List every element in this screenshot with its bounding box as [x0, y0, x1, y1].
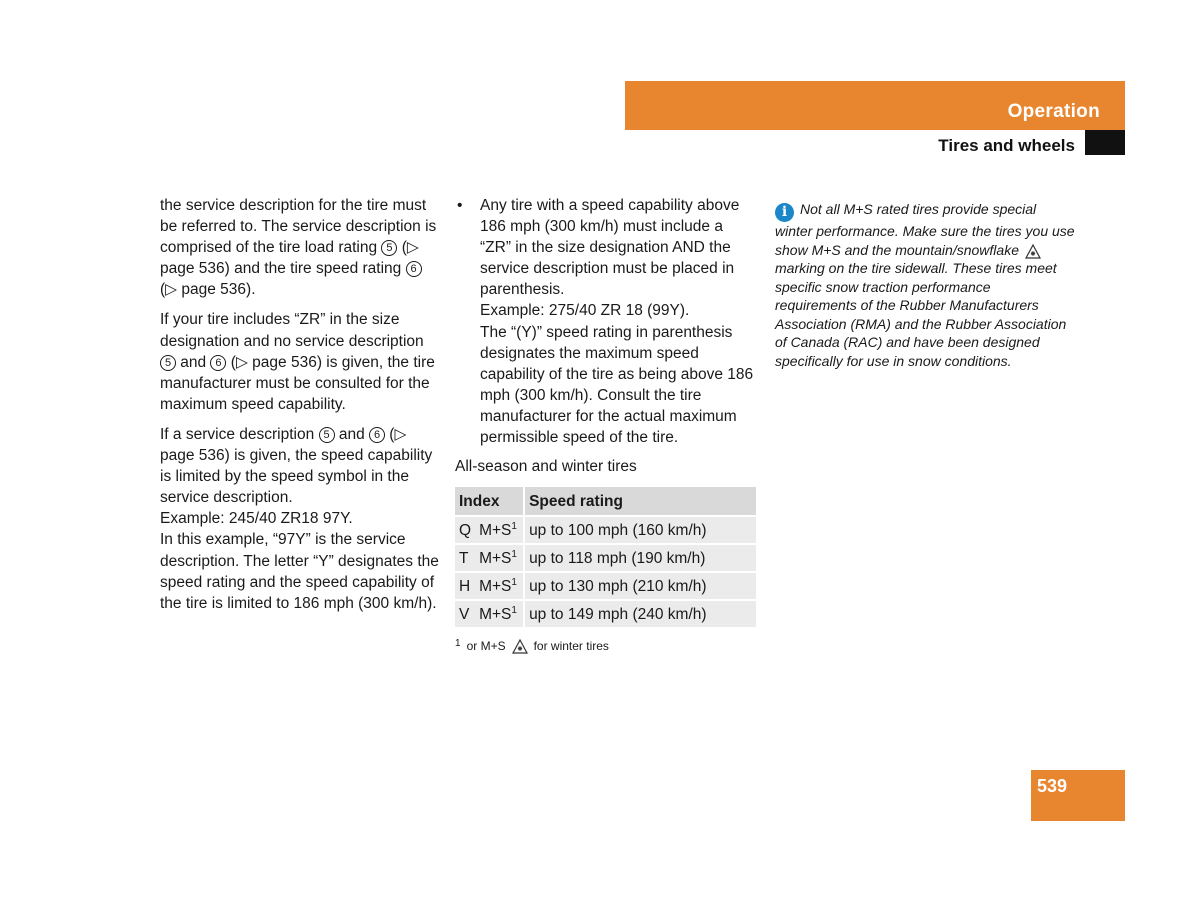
mountain-snowflake-icon	[512, 638, 528, 654]
index-letter: V	[455, 600, 475, 628]
footnote-ref: 1	[511, 520, 517, 532]
speed-rating: up to 130 mph (210 km/h)	[524, 572, 756, 600]
column-header-speed-rating: Speed rating	[524, 487, 756, 516]
footnote-ref: 1	[511, 576, 517, 588]
index-letter: T	[455, 544, 475, 572]
callout-number: 6	[406, 261, 422, 277]
callout-number: 6	[210, 355, 226, 371]
table-row	[455, 544, 756, 572]
mountain-snowflake-icon	[1025, 243, 1041, 259]
subsection-marker	[1085, 130, 1125, 155]
paragraph-speed-symbol: If a service description 5 and 6 (▷ page 536) is given, the speed capability is limited by the speed symbol in the service description. Example: 245/40 ZR18 97Y. In this example, “97Y” is the service description. The letter “Y” designates the speed rating and the speed capability of the tire is limited to 186 mph (300 km/h).	[160, 425, 439, 612]
footnote-number: 1	[455, 638, 461, 650]
callout-number: 6	[369, 427, 385, 443]
table-header-row	[455, 487, 756, 516]
example-text: Example: 245/40 ZR18 97Y.	[160, 510, 353, 528]
paragraph-zr-designation: If your tire includes “ZR” in the size designation and no service description 5 and 6 (▷ page 536) is given, the tire manufacturer must be consulted for the maximum speed capability.	[160, 311, 435, 413]
callout-number: 5	[319, 427, 335, 443]
page-number: 539	[1037, 776, 1068, 796]
tire-type: $M+S^1$	[475, 572, 524, 600]
section-title: Operation	[1007, 101, 1100, 122]
speed-rating: up to 100 mph (160 km/h)	[524, 516, 756, 544]
table-footnote: $^1$ or M+S for winter tires	[455, 638, 609, 654]
table-row	[455, 516, 756, 544]
footnote-ref: 1	[511, 548, 517, 560]
callout-number: 5	[160, 355, 176, 371]
bullet-marker: •	[457, 197, 463, 214]
table-row	[455, 572, 756, 600]
section-header-bar	[625, 81, 1125, 130]
index-letter: H	[455, 572, 475, 600]
tire-type: $M+S^1$	[475, 516, 524, 544]
tire-type: $M+S^1$	[475, 600, 524, 628]
paragraph-service-description: the service description for the tire must be referred to. The service description is comprised of the tire load rating 5 (▷ page 536) and the tire speed rating 6 (▷ page 536).	[160, 197, 437, 299]
example-text: Example: 275/40 ZR 18 (99Y).	[480, 302, 690, 320]
speed-rating: up to 118 mph (190 km/h)	[524, 544, 756, 572]
page-number-box	[1031, 770, 1125, 821]
tire-type: $M+S^1$	[475, 544, 524, 572]
column-header-index: Index	[455, 487, 524, 516]
speed-rating: up to 149 mph (240 km/h)	[524, 600, 756, 628]
info-icon: i	[775, 203, 794, 222]
table-row	[455, 600, 756, 628]
text-column-1	[160, 195, 440, 614]
callout-number: 5	[381, 240, 397, 256]
info-note: i Not all M+S rated tires provide special winter performance. Make sure the tires you use show M+S and the mountain/snowflakemarking on the tire sidewall. These tires meet specific snow traction performance requirements of the Rubber Manufacturers Association (RMA) and the Rubber Association of Canada (RAC) and have been designed specifically for use in snow conditions.	[775, 201, 1075, 369]
index-letter: Q	[455, 516, 475, 544]
speed-rating-table	[455, 487, 756, 629]
footnote-ref: 1	[511, 604, 517, 616]
subsection-title: Tires and wheels	[938, 136, 1075, 155]
bullet-item: • Any tire with a speed capability above 186 mph (300 km/h) must include a “ZR” in the size designation AND the service description must be placed in parenthesis. Example: 275/40 ZR 18 (99Y). The “(Y)” speed rating in parenthesis designates the maximum speed capability of the tire as being above 186 mph (300 km/h). Consult the tire manufacturer for the actual maximum permissible speed of the tire.	[457, 197, 754, 447]
text-column-2	[455, 195, 757, 654]
table-caption: All-season and winter tires	[455, 458, 637, 476]
